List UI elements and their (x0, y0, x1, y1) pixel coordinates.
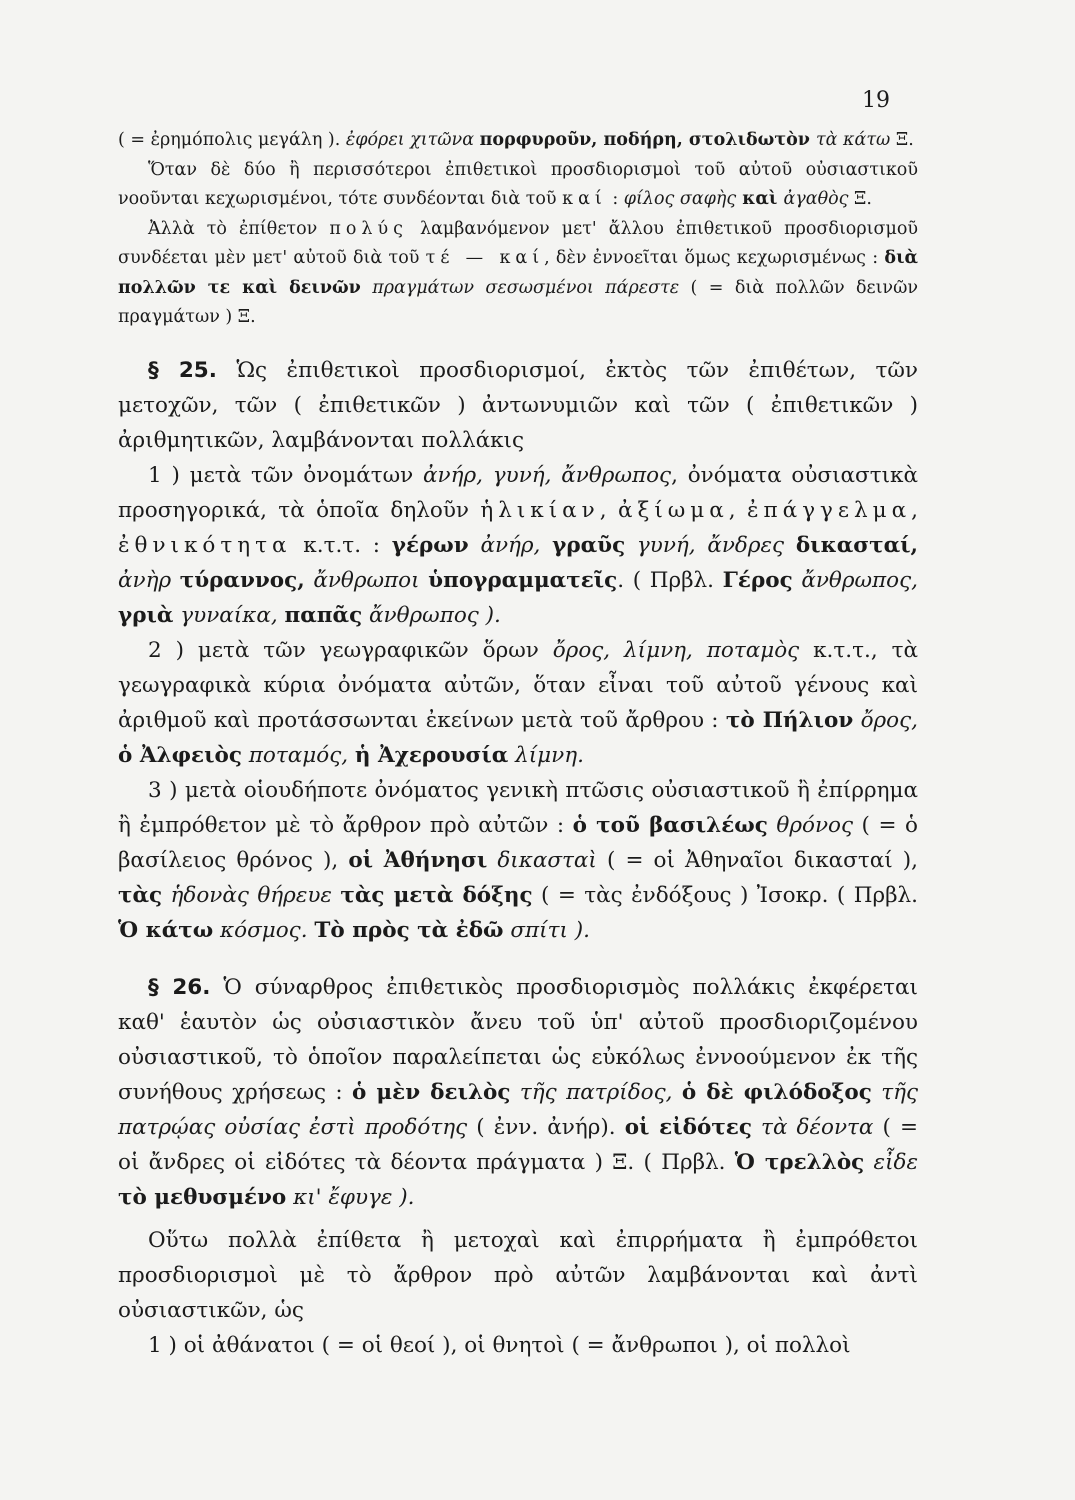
paragraph-4: Οὕτω πολλὰ ἐπίθετα ἢ μετοχαὶ καὶ ἐπιρρήματα ἢ ἐμπρόθετοι προσδιορισμοὶ μὲ τὸ ἄρθρον πρὸ αὐτῶν λαμβάνονται καὶ ἀντὶ οὐσιαστικῶν, ὡς (118, 1227, 918, 1323)
section-25: § 25. Ὡς ἐπιθετικοὶ προσδιορισμοί, ἐκτὸς τῶν ἐπιθέτων, τῶν μετοχῶν, τῶν ( ἐπιθετικῶν ) ἀντωνυμιῶν καὶ τῶν ( ἐπιθετικῶν ) ἀριθμητικῶν, λαμβάνονται πολλάκις (118, 357, 918, 453)
page-number: 19 (862, 88, 890, 113)
list-item-2: 2 ) μετὰ τῶν γεωγραφικῶν ὅρων ὄρος, λίμνη, ποταμὸς κ.τ.τ., τὰ γεωγραφικὰ κύρια ὀνόματα αὐτῶν, ὅταν εἶναι τοῦ αὐτοῦ γένους καὶ ἀριθμοῦ καὶ προτάσσωνται ἐκείνων μετὰ τοῦ ἄρθρου : τὸ Πήλιον ὄρος, ὁ Ἀλφειὸς ποταμός, ἡ Ἀχερουσία λίμνη. (118, 637, 918, 768)
section-26: § 26. Ὁ σύναρθρος ἐπιθετικὸς προσδιορισμὸς πολλάκις ἐκφέρεται καθ' ἑαυτὸν ὡς οὐσιαστικὸν ἄνευ τοῦ ὑπ' αὐτοῦ προσδιοριζομένου οὐσιαστικοῦ, τὸ ὁποῖον παραλείπεται ὡς εὐκόλως ἐννοούμενον ἐκ τῆς συνήθους χρήσεως : ὁ μὲν δειλὸς τῆς πατρίδος, ὁ δὲ φιλόδοξος τῆς πατρῴας οὐσίας ἐστὶ προδότης ( ἐνν. ἀνήρ). οἱ εἰδότες τὰ δέοντα ( = οἱ ἄνδρες οἱ εἰδότες τὰ δέοντα πράγματα ) Ξ. ( Πρβλ. Ὁ τρελλὸς εἶδε τὸ μεθυσμένο κι' ἔφυγε ). (118, 974, 919, 1210)
list-item-1: 1 ) μετὰ τῶν ὀνομάτων ἀνήρ, γυνή, ἄνθρωπος, ὀνόματα οὐσιαστικὰ προσηγορικά, τὰ ὁποῖα δηλοῦν ἡλικίαν, ἀξίωμα, ἐπάγγελμα, ἐθνικότητα κ.τ.τ. : γέρων ἀνήρ, γραῦς γυνή, ἄνδρες δικασταί, ἀνὴρ τύραννος, ἄνθρωποι ὑπογραμματεῖς. ( Πρβλ. Γέρος ἄνθρωπος, γριὰ γυναίκα, παπᾶς ἄνθρωπος ). (118, 462, 919, 628)
paragraph-2: Ὅταν δὲ δύο ἢ περισσότεροι ἐπιθετικοὶ προσδιορισμοὶ τοῦ αὐτοῦ οὐσιαστικοῦ νοοῦνται κεχωρισμένοι, τότε συνδέονται διὰ τοῦ καί : φίλος σαφὴς καὶ ἀγαθὸς Ξ. (118, 159, 918, 209)
page-body (118, 126, 918, 1363)
section-26-mark: § 26. (148, 974, 211, 1000)
list-item-3: 3 ) μετὰ οἱουδήποτε ὀνόματος γενικὴ πτῶσις οὐσιαστικοῦ ἢ ἐπίρρημα ἢ ἐμπρόθετον μὲ τὸ ἄρθρον πρὸ αὐτῶν : ὁ τοῦ βασιλέως θρόνος ( = ὁ βασίλειος θρόνος ), οἱ Ἀθήνησι δικασταὶ ( = οἱ Ἀθηναῖοι δικασταί ), τὰς ἡδονὰς θήρευε τὰς μετὰ δόξης ( = τὰς ἐνδόξους ) Ἰσοκρ. ( Πρβλ. Ὁ κάτω κόσμος. Τὸ πρὸς τὰ ἐδῶ σπίτι ). (118, 777, 919, 943)
list-item-4: 1 ) οἱ ἀθάνατοι ( = οἱ θεοί ), οἱ θνητοὶ ( = ἄνθρωποι ), οἱ πολλοὶ (148, 1332, 851, 1358)
paragraph-1: ( = ἐρημόπολις μεγάλη ). ἐφόρει χιτῶνα πορφυροῦν, ποδήρη, στολιδωτὸν τὰ κάτω Ξ. (118, 130, 914, 150)
section-25-mark: § 25. (148, 357, 217, 383)
paragraph-3: Ἀλλὰ τὸ ἐπίθετον πολύς λαμβανόμενον μετ' ἄλλου ἐπιθετικοῦ προσδιορισμοῦ συνδέεται μὲν μετ' αὐτοῦ διὰ τοῦ τέ — καί, δὲν ἐννοεῖται ὅμως κεχωρισμένως : διὰ πολλῶν τε καὶ δεινῶν πραγμάτων σεσωσμένοι πάρεστε ( = διὰ πολλῶν δεινῶν πραγμάτων ) Ξ. (118, 218, 918, 327)
